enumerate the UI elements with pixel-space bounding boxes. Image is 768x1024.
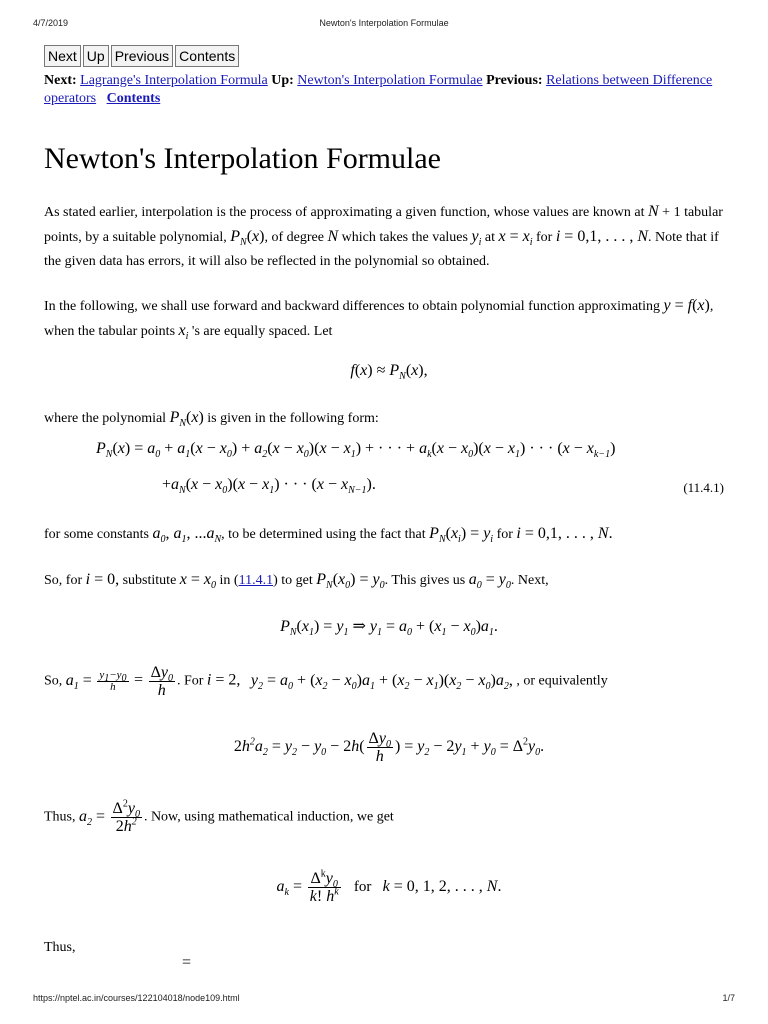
print-title: Newton's Interpolation Formulae	[319, 18, 449, 28]
subst-text-2: substitute	[122, 573, 177, 588]
equation-pn-x1: $P_N(x_1) = y_1$ ⇒ $y_1 = a_0 + (x_1 - x_0)a_1$.	[280, 618, 498, 639]
const-text-2: , to be determined using the fact that	[221, 527, 426, 542]
print-date: 4/7/2019	[33, 18, 69, 28]
contents-button[interactable]: Contents	[175, 45, 239, 67]
next-label: Next:	[44, 73, 77, 88]
const-text-3: for	[496, 527, 513, 542]
nav-button-bar	[44, 45, 239, 67]
intro-text-6: for	[536, 230, 553, 245]
paragraph-forward-backward: In the following, we shall use forward and backward differences to obtain polynomial function approximating y = f(x), when the tabular points $x_i$ 's are equally spaced. Let	[44, 297, 714, 343]
subst-text-3: in (	[219, 573, 239, 588]
subst-text-5: . This gives us	[384, 573, 466, 588]
paragraph-thus	[44, 936, 734, 960]
paragraph-constants: for some constants $a_0$, $a_1$, $...a_N$, to be determined using the fact that $P_N(x_i) = y_i$ for i = 0,1, . . . , N.	[44, 525, 613, 546]
intro-text-4: which takes the values	[341, 230, 468, 245]
intro-text-5: at	[484, 230, 495, 245]
paragraph-a1: So, $a_1$ = $\frac{y_1-y_0}{h}$ = $\frac{\Delta y_0}{h}$ . For i = 2, $y_2 = a_0 + (x_2 - x_0)a_1 + (x_2 - x_1)(x_2 - x_0)a_2$, , or equivalently	[44, 664, 608, 699]
print-url: https://nptel.ac.in/courses/122104018/node109.html	[33, 993, 240, 1003]
a1-text-3: , or equivalently	[516, 673, 608, 689]
a1-text-1: So,	[44, 673, 63, 689]
previous-label: Previous:	[486, 73, 543, 88]
equation-ak: $a_k$ = $\frac{\Delta^ky_0}{k! h^k}$ for k = 0, 1, 2, . . . , N.	[276, 868, 502, 905]
print-page-number: 1/7	[722, 993, 735, 1003]
intro-text-2: tabular points, by a suitable polynomial,	[44, 205, 723, 245]
up-button[interactable]: Up	[83, 45, 109, 67]
poly-text-1: where the polynomial	[44, 411, 167, 426]
up-label: Up:	[271, 73, 294, 88]
nav-links	[44, 72, 734, 108]
up-link[interactable]: Newton's Interpolation Formulae	[297, 73, 483, 88]
equals-sign-fragment: =	[182, 954, 192, 971]
previous-button[interactable]: Previous	[111, 45, 173, 67]
equation-2h2a2: $2h^2a_2 = y_2 - y_0 - 2h$( $\frac{\Delta y_0}{h}$ ) = $y_2 - 2y_1 + y_0 = \Delta^2y_0$.	[233, 730, 545, 765]
previous-link[interactable]: Relations between Difference operators	[44, 73, 713, 106]
subst-text-1: So, for	[44, 573, 83, 588]
intro-text-7: . Note that if the given data has errors, it will also be reflected in the polynomial so obtained.	[44, 230, 719, 269]
paragraph-intro: As stated earlier, interpolation is the process of approximating a given function, whose values are known at N + 1 tabular points, by a suitable polynomial, $P_N(x)$, of degree N which takes the values $y_i$ at $x = x_i$ for i = 0,1, . . . , N. Note that if the given data has errors, it will also be reflected in the polynomial so obtained.	[44, 203, 723, 269]
fb-text-1: In the following, we shall use forward and backward differences to obtain polynomial function approximating	[44, 299, 660, 314]
equation-ref-link[interactable]: 11.4.1	[238, 573, 274, 588]
equation-number: (11.4.1)	[683, 480, 724, 495]
page-title: Newton's Interpolation Formulae	[44, 142, 441, 175]
fb-text-3: 's are equally spaced. Let	[191, 324, 333, 339]
intro-text-1: As stated earlier, interpolation is the process of approximating a given function, whose values are known at	[44, 205, 645, 220]
contents-link[interactable]: Contents	[106, 91, 161, 106]
a1-text-2: . For	[176, 673, 204, 689]
intro-text-3: , of degree	[264, 230, 324, 245]
fb-text-2: , when the tabular points	[44, 299, 714, 339]
subst-text-6: . Next,	[510, 573, 549, 588]
paragraph-polynomial-form: where the polynomial $P_N(x)$ is given in the following form:	[44, 409, 379, 430]
paragraph-substitute: So, for i = 0, substitute $x = x_0$ in (11.4.1) to get $P_N(x_0) = y_0$. This gives us $a_0 = y_0$. Next,	[44, 571, 549, 592]
equation-approx: $f(x) \approx P_N(x)$,	[350, 362, 428, 383]
a2-text-2: . Now, using mathematical induction, we get	[143, 809, 394, 825]
next-button[interactable]: Next	[44, 45, 81, 67]
paragraph-a2: Thus, $a_2$ = $\frac{\Delta^2y_0}{2h^2}$ . Now, using mathematical induction, we get	[44, 798, 394, 835]
poly-text-2: is given in the following form:	[207, 411, 379, 426]
subst-text-4: ) to get	[273, 573, 313, 588]
const-text-1: for some constants	[44, 527, 149, 542]
ak-for-text: for	[353, 878, 372, 895]
next-link[interactable]: Lagrange's Interpolation Formula	[80, 73, 268, 88]
thus-text: Thus,	[44, 940, 76, 955]
a2-text-1: Thus,	[44, 809, 76, 825]
